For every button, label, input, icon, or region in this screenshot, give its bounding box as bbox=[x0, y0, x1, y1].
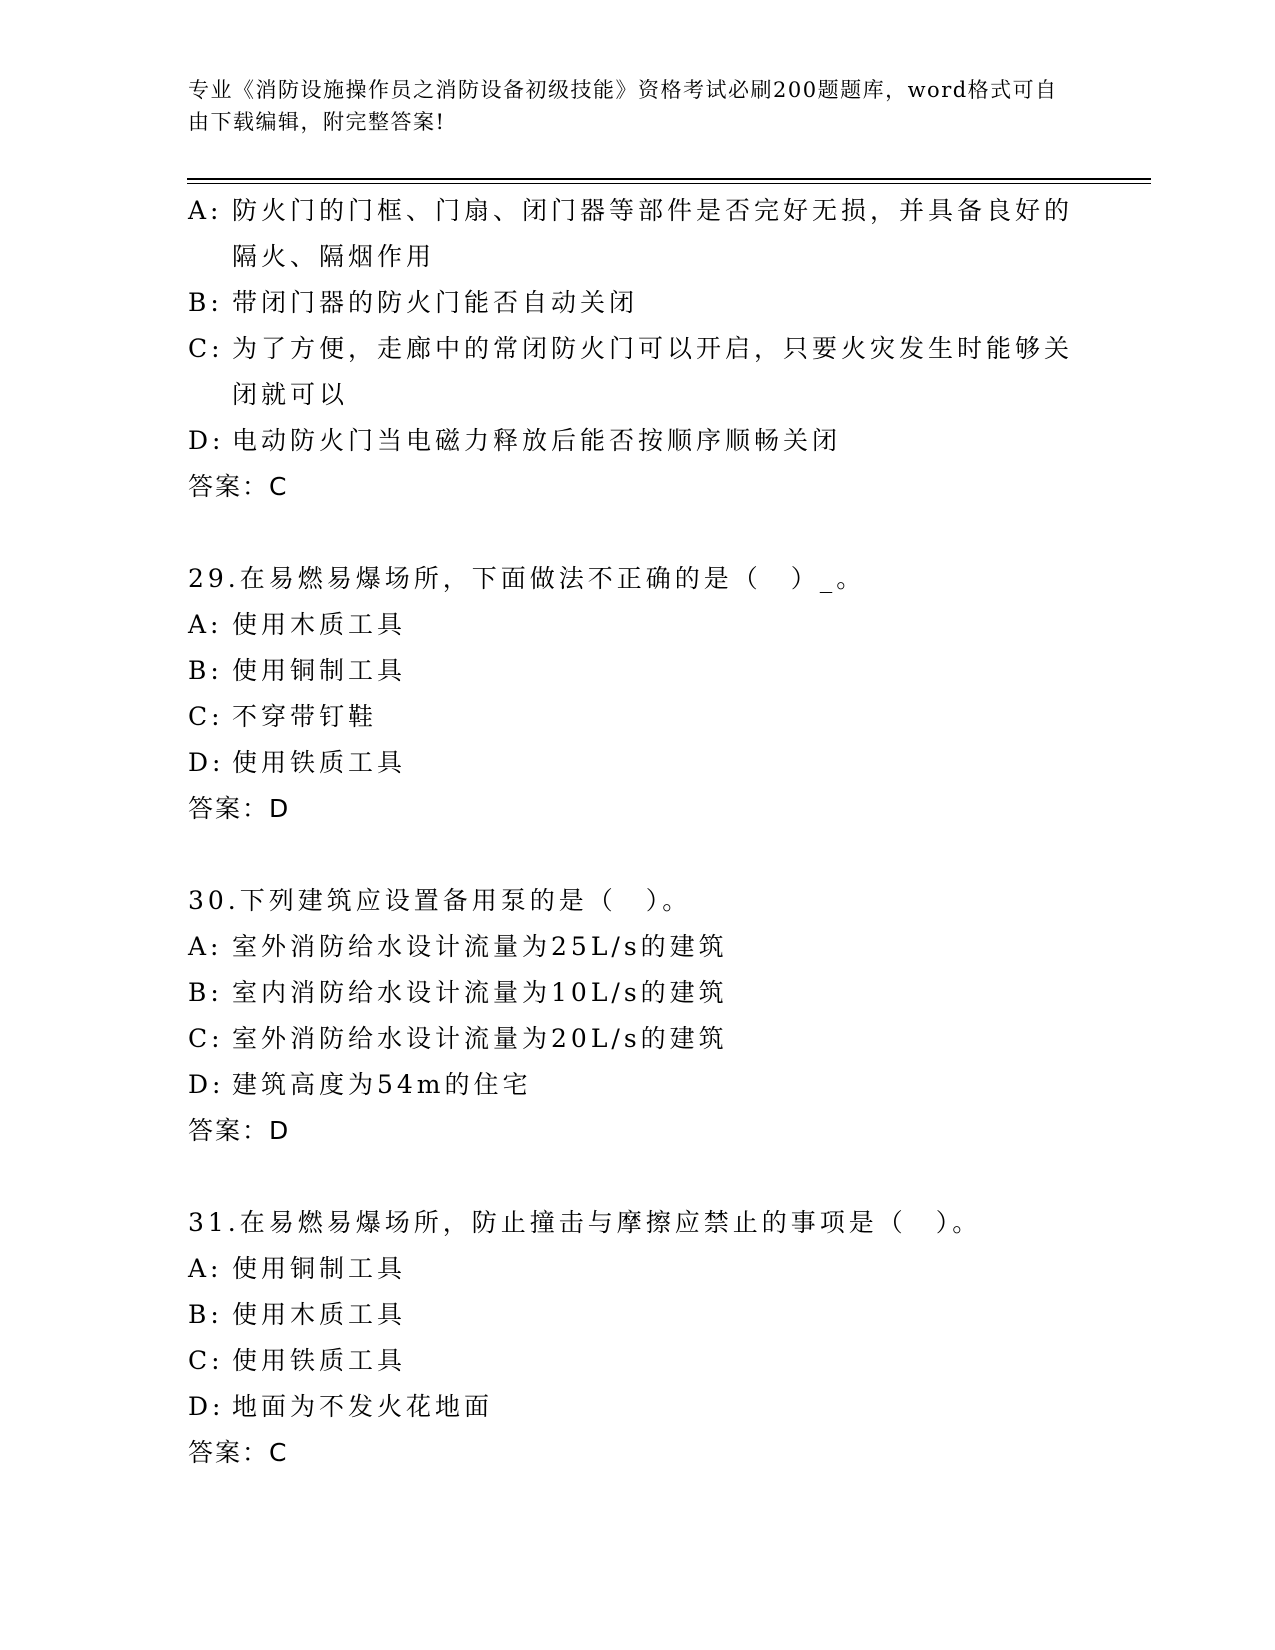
option-letter: A: bbox=[188, 610, 223, 639]
option-c bbox=[188, 694, 1088, 740]
option-letter: D: bbox=[188, 1070, 225, 1099]
option-a bbox=[188, 188, 1088, 280]
option-letter: C: bbox=[188, 334, 224, 363]
answer-line: 答案：C bbox=[188, 472, 289, 501]
option-letter: B: bbox=[188, 656, 223, 685]
option-letter: C: bbox=[188, 1346, 224, 1375]
question-list bbox=[188, 188, 1088, 1476]
option-letter: B: bbox=[188, 978, 223, 1007]
option-letter: B: bbox=[188, 1300, 223, 1329]
option-letter: A: bbox=[188, 1254, 223, 1283]
header-divider-thick bbox=[187, 178, 1151, 180]
option-letter: C: bbox=[188, 702, 224, 731]
spacer bbox=[188, 510, 1088, 556]
spacer bbox=[188, 1154, 1088, 1200]
option-letter: D: bbox=[188, 426, 225, 455]
answer-line: 答案：D bbox=[188, 794, 291, 823]
option-text: 使用铁质工具 bbox=[232, 1346, 407, 1375]
option-a bbox=[188, 924, 1088, 970]
option-text: 使用木质工具 bbox=[232, 1300, 407, 1329]
question-stem: 31.在易燃易爆场所，防止撞击与摩擦应禁止的事项是（ ）。 bbox=[188, 1208, 982, 1237]
option-text: 地面为不发火花地面 bbox=[232, 1392, 494, 1421]
answer-line: 答案：C bbox=[188, 1438, 289, 1467]
spacer bbox=[188, 832, 1088, 878]
header-divider-thin bbox=[187, 183, 1151, 184]
option-a bbox=[188, 1246, 1088, 1292]
option-letter: A: bbox=[188, 932, 223, 961]
option-text: 室外消防给水设计流量为25L/s的建筑 bbox=[232, 932, 728, 961]
option-c bbox=[188, 326, 1088, 418]
option-letter: D: bbox=[188, 1392, 225, 1421]
option-text: 室内消防给水设计流量为10L/s的建筑 bbox=[232, 978, 728, 1007]
question-stem: 29.在易燃易爆场所，下面做法不正确的是（ ）_。 bbox=[188, 564, 866, 593]
option-b bbox=[188, 1292, 1088, 1338]
option-d bbox=[188, 740, 1088, 786]
option-text: 为了方便，走廊中的常闭防火门可以开启，只要火灾发生时能够关闭就可以 bbox=[232, 334, 1074, 409]
question-29 bbox=[188, 556, 1088, 832]
option-c bbox=[188, 1338, 1088, 1384]
question-31 bbox=[188, 1200, 1088, 1476]
option-letter: A: bbox=[188, 196, 223, 225]
option-d bbox=[188, 1384, 1088, 1430]
option-d bbox=[188, 1062, 1088, 1108]
option-c bbox=[188, 1016, 1088, 1062]
option-text: 使用铁质工具 bbox=[232, 748, 407, 777]
option-text: 室外消防给水设计流量为20L/s的建筑 bbox=[232, 1024, 728, 1053]
answer-line: 答案：D bbox=[188, 1116, 291, 1145]
option-text: 电动防火门当电磁力释放后能否按顺序顺畅关闭 bbox=[232, 426, 842, 455]
option-letter: C: bbox=[188, 1024, 224, 1053]
option-b bbox=[188, 280, 1088, 326]
option-b bbox=[188, 970, 1088, 1016]
option-text: 不穿带钉鞋 bbox=[232, 702, 378, 731]
question-30 bbox=[188, 878, 1088, 1154]
option-text: 使用铜制工具 bbox=[232, 1254, 407, 1283]
option-text: 带闭门器的防火门能否自动关闭 bbox=[232, 288, 639, 317]
option-a bbox=[188, 602, 1088, 648]
document-header: 专业《消防设施操作员之消防设备初级技能》资格考试必刷200题题库，word格式可自由下载编辑，附完整答案! bbox=[188, 78, 1058, 134]
option-d bbox=[188, 418, 1088, 464]
option-text: 防火门的门框、门扇、闭门器等部件是否完好无损，并具备良好的隔火、隔烟作用 bbox=[232, 196, 1074, 271]
option-letter: B: bbox=[188, 288, 223, 317]
option-text: 使用铜制工具 bbox=[232, 656, 407, 685]
option-text: 建筑高度为54m的住宅 bbox=[232, 1070, 532, 1099]
option-text: 使用木质工具 bbox=[232, 610, 407, 639]
question-28 bbox=[188, 188, 1088, 510]
question-stem: 30.下列建筑应设置备用泵的是（ ）。 bbox=[188, 886, 692, 915]
option-b bbox=[188, 648, 1088, 694]
option-letter: D: bbox=[188, 748, 225, 777]
